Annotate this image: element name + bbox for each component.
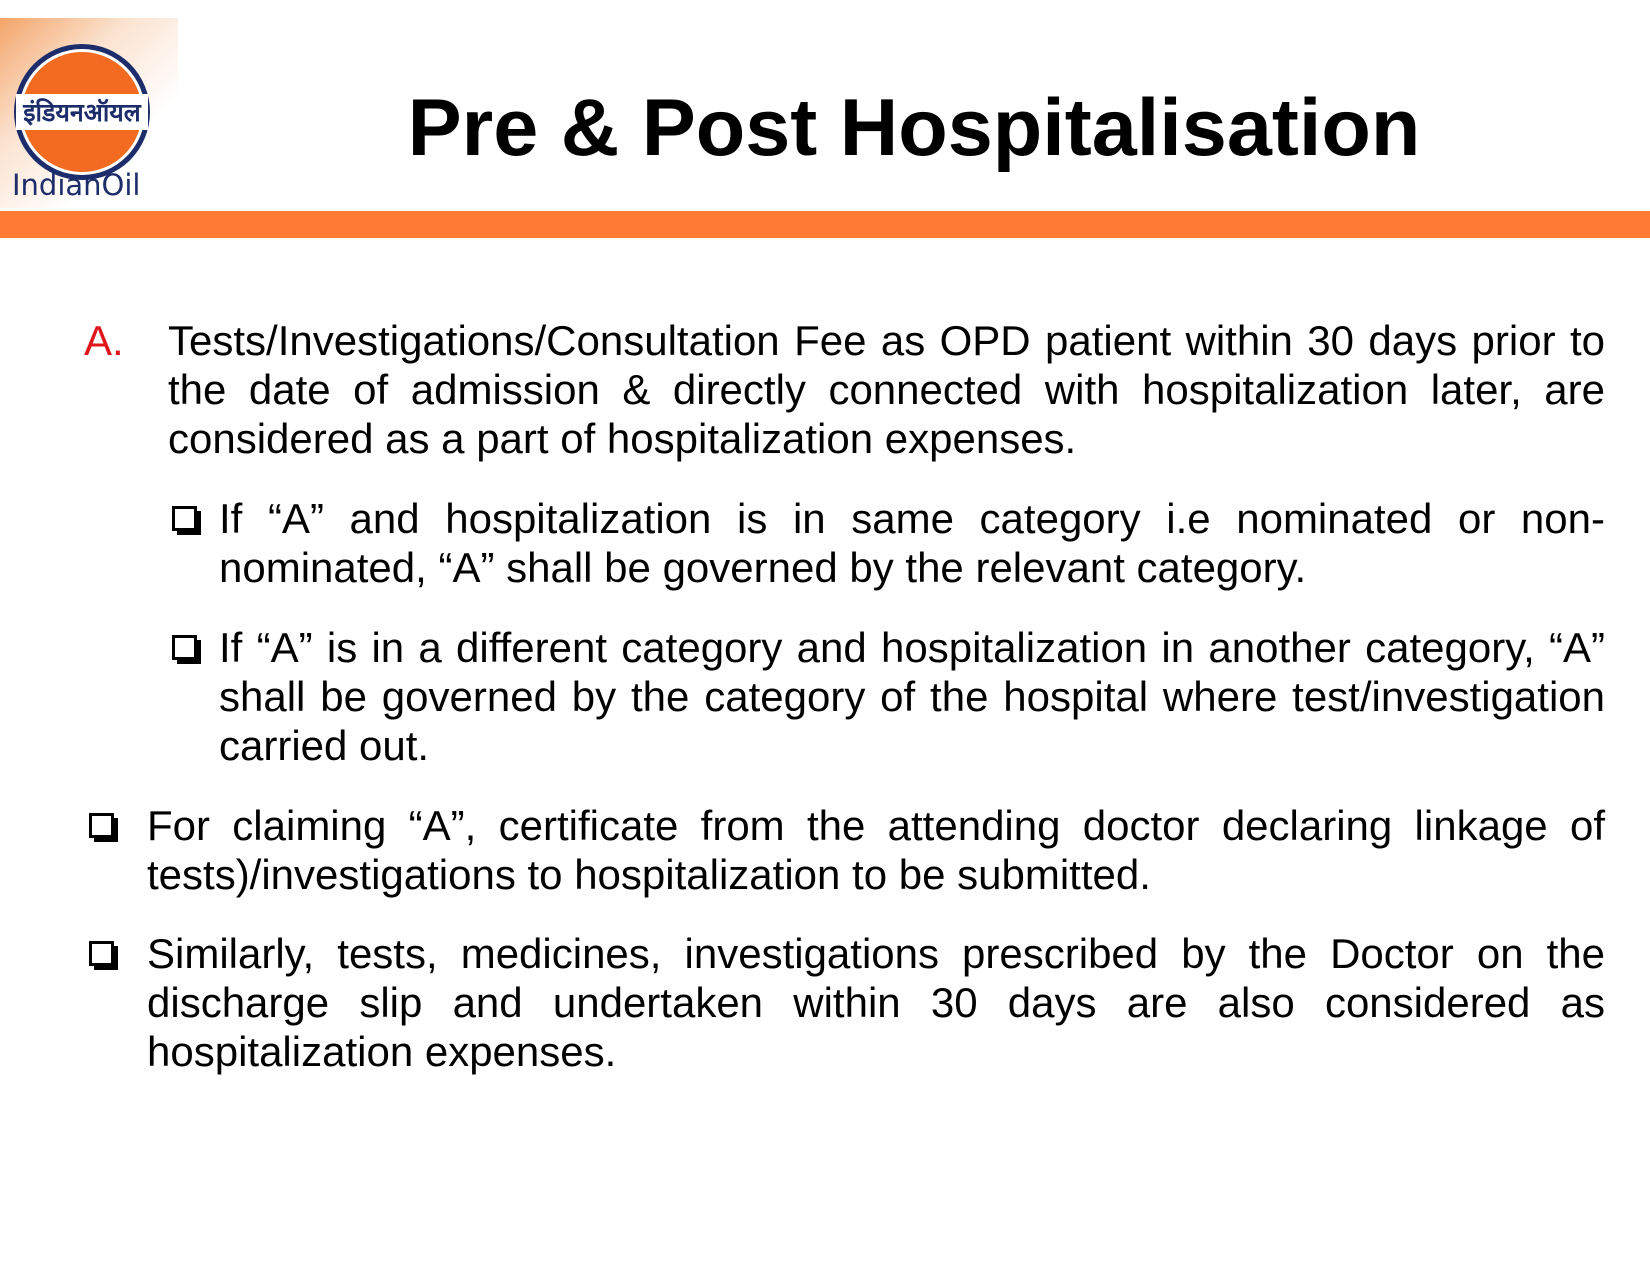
checkbox-bullet-icon	[172, 635, 197, 660]
item-a-marker: A.	[84, 317, 124, 364]
sub-bullet-1-text: If “A” and hospitalization is in same category i.e nominated or non-nominated, “A” shall be governed by the relevant category.	[219, 495, 1605, 591]
sub-bullet-2-text: If “A” is in a different category and hospitalization in another category, “A” shall be governed by the category of the hospital where test/investigation carried out.	[219, 624, 1605, 769]
checkbox-bullet-icon	[89, 813, 114, 838]
checkbox-bullet-icon	[172, 506, 197, 531]
bullet-2-text: Similarly, tests, medicines, investigations prescribed by the Doctor on the discharge slip and undertaken within 30 days are also considered as hospitalization expenses.	[147, 930, 1605, 1075]
bullet-1-text: For claiming “A”, certificate from the attending doctor declaring linkage of tests)/investigations to hospitalization to be submitted.	[147, 802, 1605, 898]
page-title: Pre & Post Hospitalisation	[407, 83, 1421, 173]
checkbox-bullet-icon	[89, 941, 114, 966]
item-a-text: Tests/Investigations/Consultation Fee as OPD patient within 30 days prior to the date of admission & directly connected with hospitalization later, are considered as a part of hospitalization expenses.	[168, 317, 1605, 462]
header-divider-bar	[0, 211, 1650, 238]
indianoil-logo	[0, 18, 178, 208]
logo-brand-text: IndianOil	[12, 168, 141, 202]
logo-hindi-text: इंडियनऑयल	[23, 98, 141, 127]
